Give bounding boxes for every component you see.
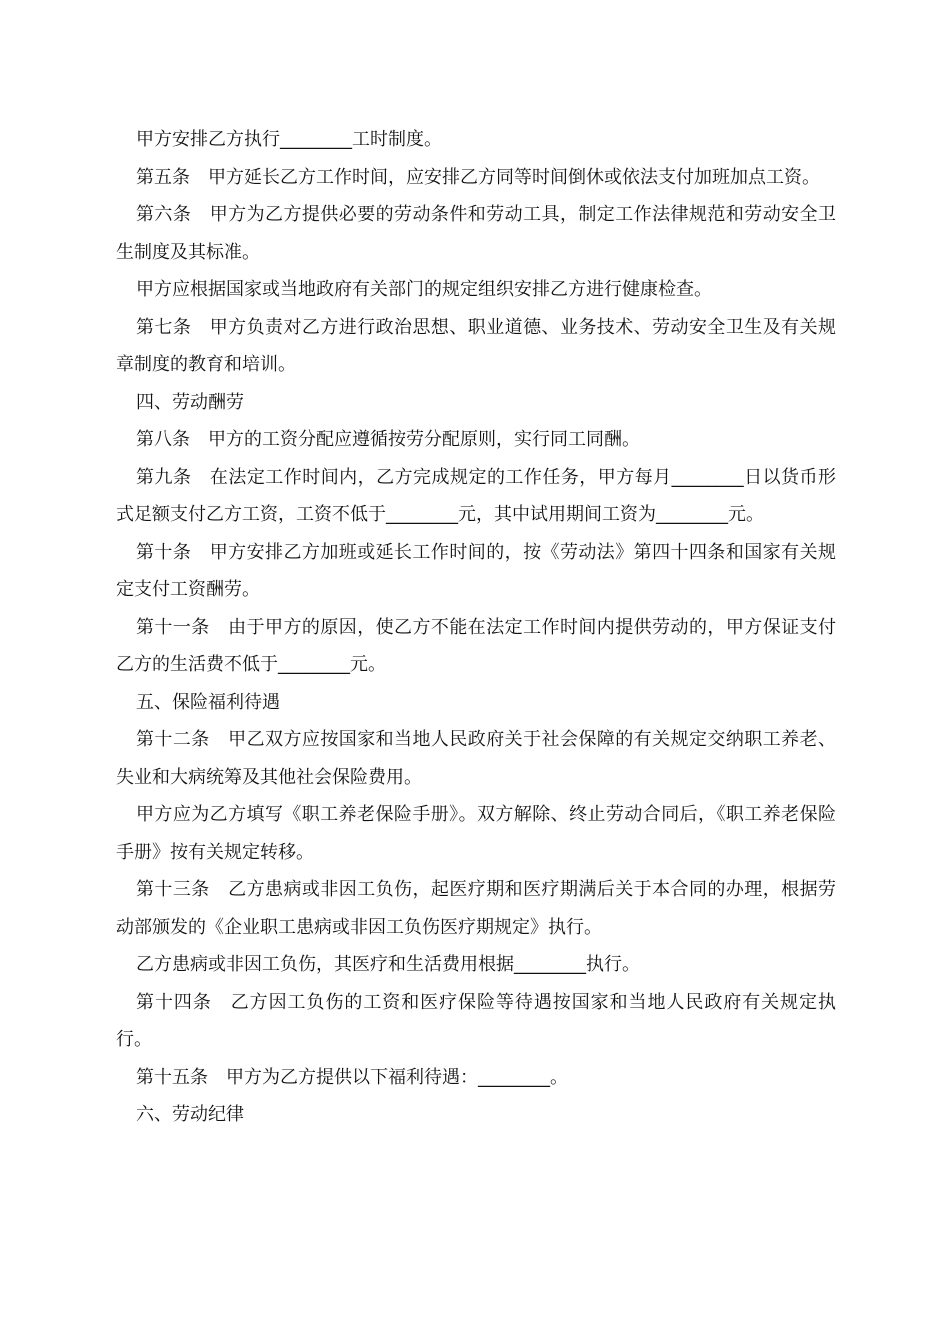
paragraph-work-hours-system: 甲方安排乙方执行________工时制度。 [136,129,442,150]
paragraph-article-13: 第十三条 乙方患病或非因工负伤，起医疗期和医疗期满后关于本合同的办理，根据劳动部颁发的《企业职工患病或非因工负伤医疗期规定》执行。 [116,879,836,938]
paragraph-article-11: 第十一条 由于甲方的原因，使乙方不能在法定工作时间内提供劳动的，甲方保证支付乙方的生活费不低于________元。 [116,616,836,675]
paragraph-article-14: 第十四条 乙方因工负伤的工资和医疗保险等待遇按国家和当地人民政府有关规定执行。 [116,991,836,1050]
section-heading-insurance-welfare: 五、保险福利待遇 [136,691,280,713]
paragraph-article-9: 第九条 在法定工作时间内，乙方完成规定的工作任务，甲方每月________日以货币形式足额支付乙方工资，工资不低于________元，其中试用期间工资为________元。 [116,466,836,525]
document-body [116,121,836,1134]
paragraph-article-10: 第十条 甲方安排乙方加班或延长工作时间的，按《劳动法》第四十四条和国家有关规定支付工资酬劳。 [116,541,836,600]
paragraph-article-15: 第十五条 甲方为乙方提供以下福利待遇：________。 [136,1066,568,1088]
paragraph-pension-manual: 甲方应为乙方填写《职工养老保险手册》。双方解除、终止劳动合同后，《职工养老保险手册》按有关规定转移。 [116,804,836,863]
section-heading-labor-discipline: 六、劳动纪律 [136,1104,244,1125]
paragraph-article-8: 第八条 甲方的工资分配应遵循按劳分配原则，实行同工同酬。 [136,429,640,450]
paragraph-article-7: 第七条 甲方负责对乙方进行政治思想、职业道德、业务技术、劳动安全卫生及有关规章制度的教育和培训。 [116,316,836,375]
paragraph-illness-expenses: 乙方患病或非因工负伤，其医疗和生活费用根据________执行。 [136,954,640,975]
paragraph-article-12: 第十二条 甲乙双方应按国家和当地人民政府关于社会保障的有关规定交纳职工养老、失业和大病统筹及其他社会保险费用。 [116,729,836,788]
section-heading-remuneration: 四、劳动酬劳 [136,391,244,413]
paragraph-health-check: 甲方应根据国家或当地政府有关部门的规定组织安排乙方进行健康检查。 [136,279,712,300]
paragraph-article-5: 第五条 甲方延长乙方工作时间，应安排乙方同等时间倒休或依法支付加班加点工资。 [136,166,820,188]
paragraph-article-6: 第六条 甲方为乙方提供必要的劳动条件和劳动工具，制定工作法律规范和劳动安全卫生制度及其标准。 [116,204,836,263]
